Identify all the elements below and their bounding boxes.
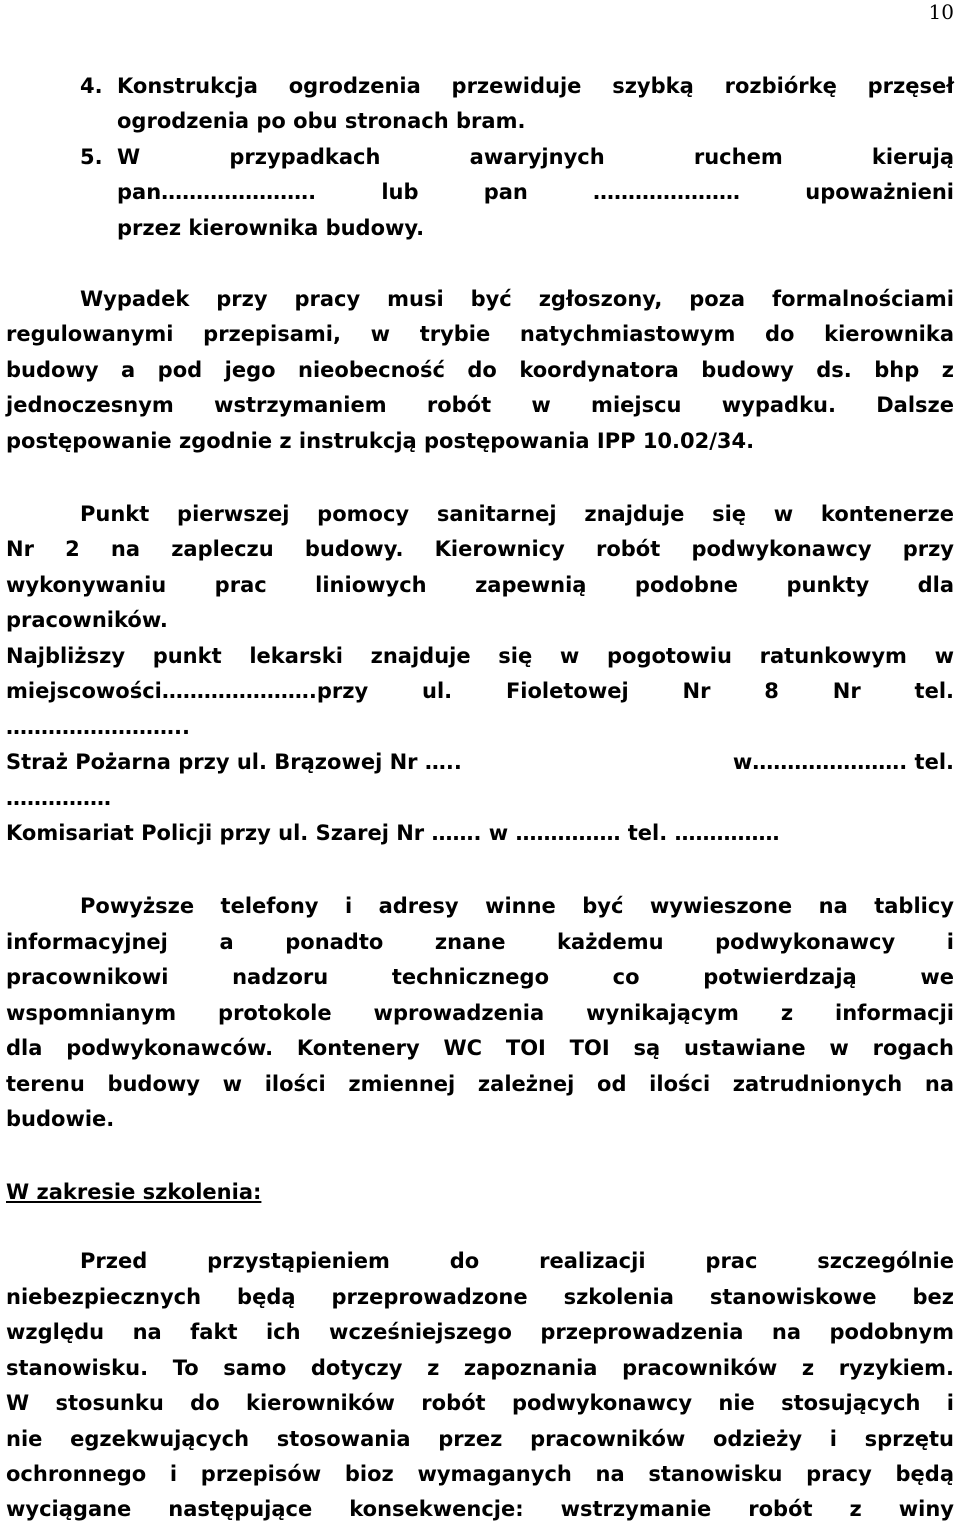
fire-brigade-phone: w…………………. tel. xyxy=(732,750,954,774)
paragraph-line: …………… xyxy=(6,786,111,810)
paragraph-line: postępowanie zgodnie z instrukcją postępowania IPP 10.02/34. xyxy=(6,429,755,453)
paragraph-line: dla podwykonawców. Kontenery WC TOI TOI są ustawiane w rogach xyxy=(6,1036,954,1060)
paragraph-line: względu na fakt ich wcześniejszego przeprowadzenia na podobnym xyxy=(6,1320,954,1344)
paragraph-line: budowy a pod jego nieobecność do koordynatora budowy ds. bhp z xyxy=(6,358,954,382)
section-heading-training: W zakresie szkolenia: xyxy=(6,1180,262,1204)
paragraph-line: jednoczesnym wstrzymaniem robót w miejscu wypadku. Dalsze xyxy=(6,393,954,417)
paragraph-line: Powyższe telefony i adresy winne być wywieszone na tablicy xyxy=(80,894,954,918)
list-number: 4. xyxy=(80,74,103,98)
page-number: 10 xyxy=(928,0,954,24)
paragraph-line: wyciągane następujące konsekwencje: wstrzymanie robót z winy xyxy=(6,1497,954,1521)
paragraph-line: stanowisku. To samo dotyczy z zapoznania pracowników z ryzykiem. xyxy=(6,1356,954,1380)
police-station-line: Komisariat Policji przy ul. Szarej Nr ……. w …………… tel. …………… xyxy=(6,821,780,845)
list-text-line: Konstrukcja ogrodzenia przewiduje szybką rozbiórkę przęseł xyxy=(117,74,954,98)
paragraph-line: …………………….. xyxy=(6,715,190,739)
paragraph-line: Najbliższy punkt lekarski znajduje się w pogotowiu ratunkowym w xyxy=(6,644,954,668)
paragraph-line: miejscowości………………….przy ul. Fioletowej Nr 8 Nr tel. xyxy=(6,679,954,703)
list-text-line: przez kierownika budowy. xyxy=(117,216,425,240)
paragraph-line: Przed przystąpieniem do realizacji prac szczególnie xyxy=(80,1249,954,1273)
paragraph-line: pracownikowi nadzoru technicznego co potwierdzają we xyxy=(6,965,954,989)
list-text-line: ogrodzenia po obu stronach bram. xyxy=(117,109,526,133)
fire-brigade-line xyxy=(6,750,954,774)
paragraph-line: Punkt pierwszej pomocy sanitarnej znajduje się w kontenerze xyxy=(80,502,954,526)
list-number: 5. xyxy=(80,145,103,169)
paragraph-line: ochronnego i przepisów bioz wymaganych na stanowisku pracy będą xyxy=(6,1462,954,1486)
paragraph-line: W stosunku do kierowników robót podwykonawcy nie stosujących i xyxy=(6,1391,954,1415)
paragraph-line: Wypadek przy pracy musi być zgłoszony, poza formalnościami xyxy=(80,287,954,311)
paragraph-line: wspomnianym protokole wprowadzenia wynikającym z informacji xyxy=(6,1001,954,1025)
paragraph-line: terenu budowy w ilości zmiennej zależnej od ilości zatrudnionych na xyxy=(6,1072,954,1096)
paragraph-line: Nr 2 na zapleczu budowy. Kierownicy robót podwykonawcy przy xyxy=(6,537,954,561)
fire-brigade-address: Straż Pożarna przy ul. Brązowej Nr ….. xyxy=(6,750,462,774)
paragraph-line: wykonywaniu prac liniowych zapewnią podobne punkty dla xyxy=(6,573,954,597)
paragraph-line: pracowników. xyxy=(6,608,168,632)
paragraph-line: niebezpiecznych będą przeprowadzone szkolenia stanowiskowe bez xyxy=(6,1285,954,1309)
paragraph-line: informacyjnej a ponadto znane każdemu podwykonawcy i xyxy=(6,930,954,954)
list-text-line: pan…………………. lub pan ………………… upoważnieni xyxy=(117,180,954,204)
paragraph-line: nie egzekwujących stosowania przez pracowników odzieży i sprzętu xyxy=(6,1427,954,1451)
paragraph-line: regulowanymi przepisami, w trybie natychmiastowym do kierownika xyxy=(6,322,954,346)
paragraph-line: budowie. xyxy=(6,1107,115,1131)
list-text-line: W przypadkach awaryjnych ruchem kierują xyxy=(117,145,954,169)
